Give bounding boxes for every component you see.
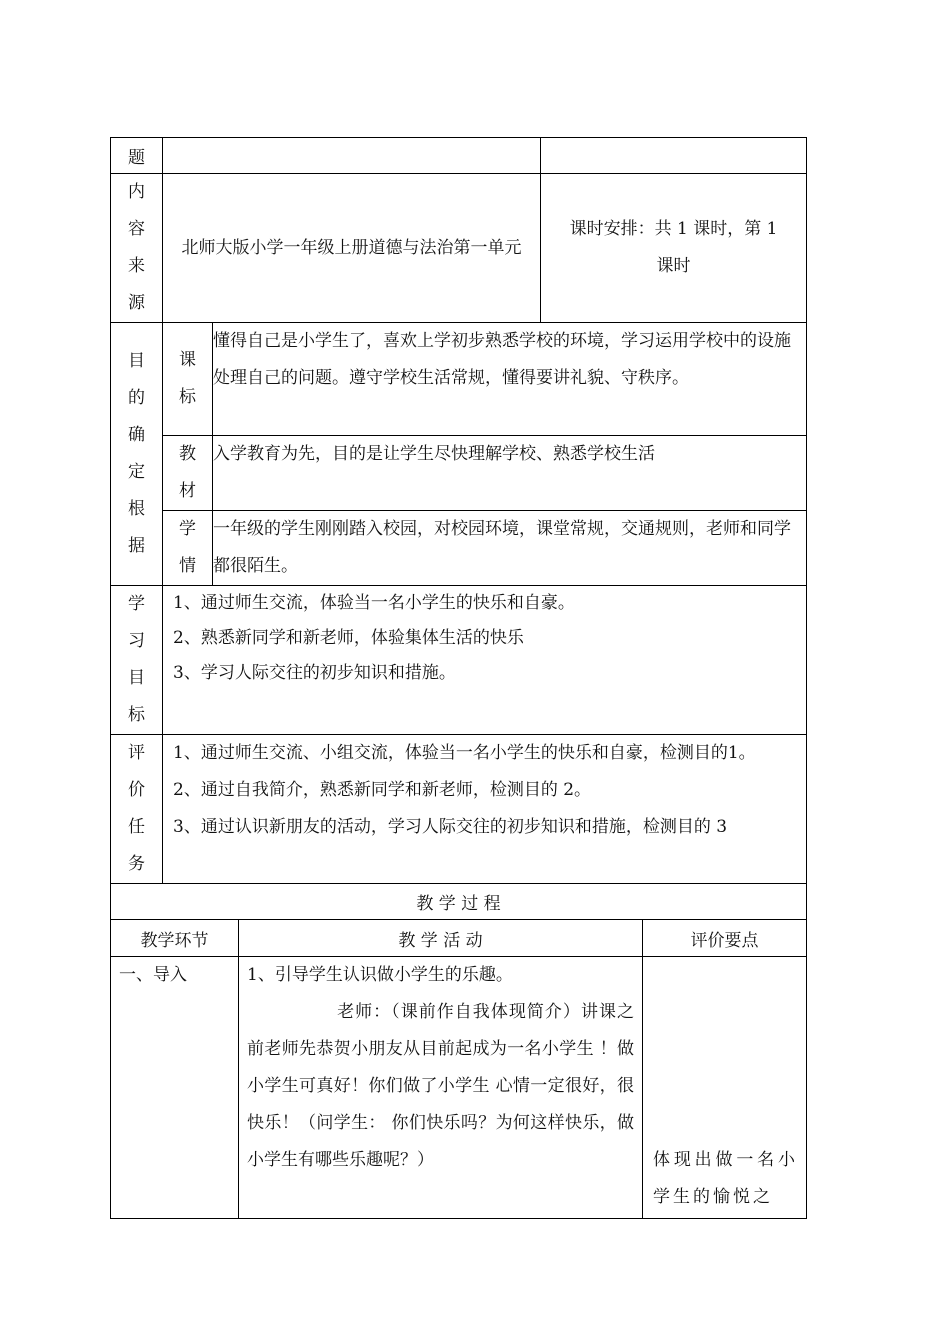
goals-content	[163, 586, 807, 735]
lesson-plan-table	[110, 137, 807, 1219]
process-header-row	[111, 920, 807, 957]
title-row	[111, 138, 807, 174]
kebiao-label: 课 标	[163, 323, 213, 436]
activity-content	[239, 957, 643, 1219]
process-title: 教 学 过 程	[111, 884, 807, 920]
title-content	[163, 138, 541, 174]
source-content: 北师大版小学一年级上册道德与法治第一单元	[163, 174, 541, 323]
kebiao-text: 懂得自己是小学生了，喜欢上学初步熟悉学校的环境，学习运用学校中的设施处理自己的问题。遵守学校生活常规，懂得要讲礼貌、守秩序。	[213, 323, 807, 436]
task-item: 1、通过师生交流、小组交流，体验当一名小学生的快乐和自豪，检测目的1。	[173, 743, 756, 763]
activity-paragraph: 老师：（课前作自我体现简介）讲课之前老师先恭贺小朋友从目前起成为一名小学生 ！做小学生可真好！你们做了小学生 心情一定很好，很快乐！（问学生： 你们快乐吗？为何这样快乐，做小学生有哪些乐趣呢？）	[247, 1002, 635, 1170]
step-name: 一、导入	[111, 957, 239, 1219]
tasks-row	[111, 735, 807, 884]
class-schedule: 课时安排：共 1 课时，第 1 课时	[541, 174, 807, 323]
process-step-row	[111, 957, 807, 1219]
process-title-row	[111, 884, 807, 920]
header-step: 教学环节	[111, 920, 239, 957]
basis-xueqing-row	[111, 511, 807, 586]
goals-row	[111, 586, 807, 735]
evaluation-point: 体现出做一名小学生的愉悦之	[643, 957, 807, 1219]
goals-label: 学 习 目 标	[111, 586, 163, 735]
goal-item: 1、通过师生交流，体验当一名小学生的快乐和自豪。	[173, 593, 575, 613]
source-label: 内 容 来 源	[111, 174, 163, 323]
jiaocai-text: 入学教育为先，目的是让学生尽快理解学校、熟悉学校生活	[213, 436, 807, 511]
header-activity: 教 学 活 动	[239, 920, 643, 957]
source-row	[111, 174, 807, 323]
xueqing-text: 一年级的学生刚刚踏入校园，对校园环境，课堂常规，交通规则，老师和同学都很陌生。	[213, 511, 807, 586]
basis-kebiao-row	[111, 323, 807, 436]
goal-item: 2、熟悉新同学和新老师，体验集体生活的快乐	[173, 628, 524, 648]
xueqing-label: 学 情	[163, 511, 213, 586]
jiaocai-label: 教 材	[163, 436, 213, 511]
header-evaluation: 评价要点	[643, 920, 807, 957]
tasks-label: 评 价 任 务	[111, 735, 163, 884]
activity-line: 1、引导学生认识做小学生的乐趣。	[247, 965, 513, 985]
basis-label: 目 的 确 定 根 据	[111, 323, 163, 586]
goal-item: 3、学习人际交往的初步知识和措施。	[173, 663, 456, 683]
task-item: 3、通过认识新朋友的活动，学习人际交往的初步知识和措施，检测目的 3	[173, 817, 728, 837]
basis-jiaocai-row	[111, 436, 807, 511]
tasks-content	[163, 735, 807, 884]
title-extra	[541, 138, 807, 174]
title-label: 题	[111, 138, 163, 174]
task-item: 2、通过自我简介，熟悉新同学和新老师，检测目的 2。	[173, 780, 592, 800]
